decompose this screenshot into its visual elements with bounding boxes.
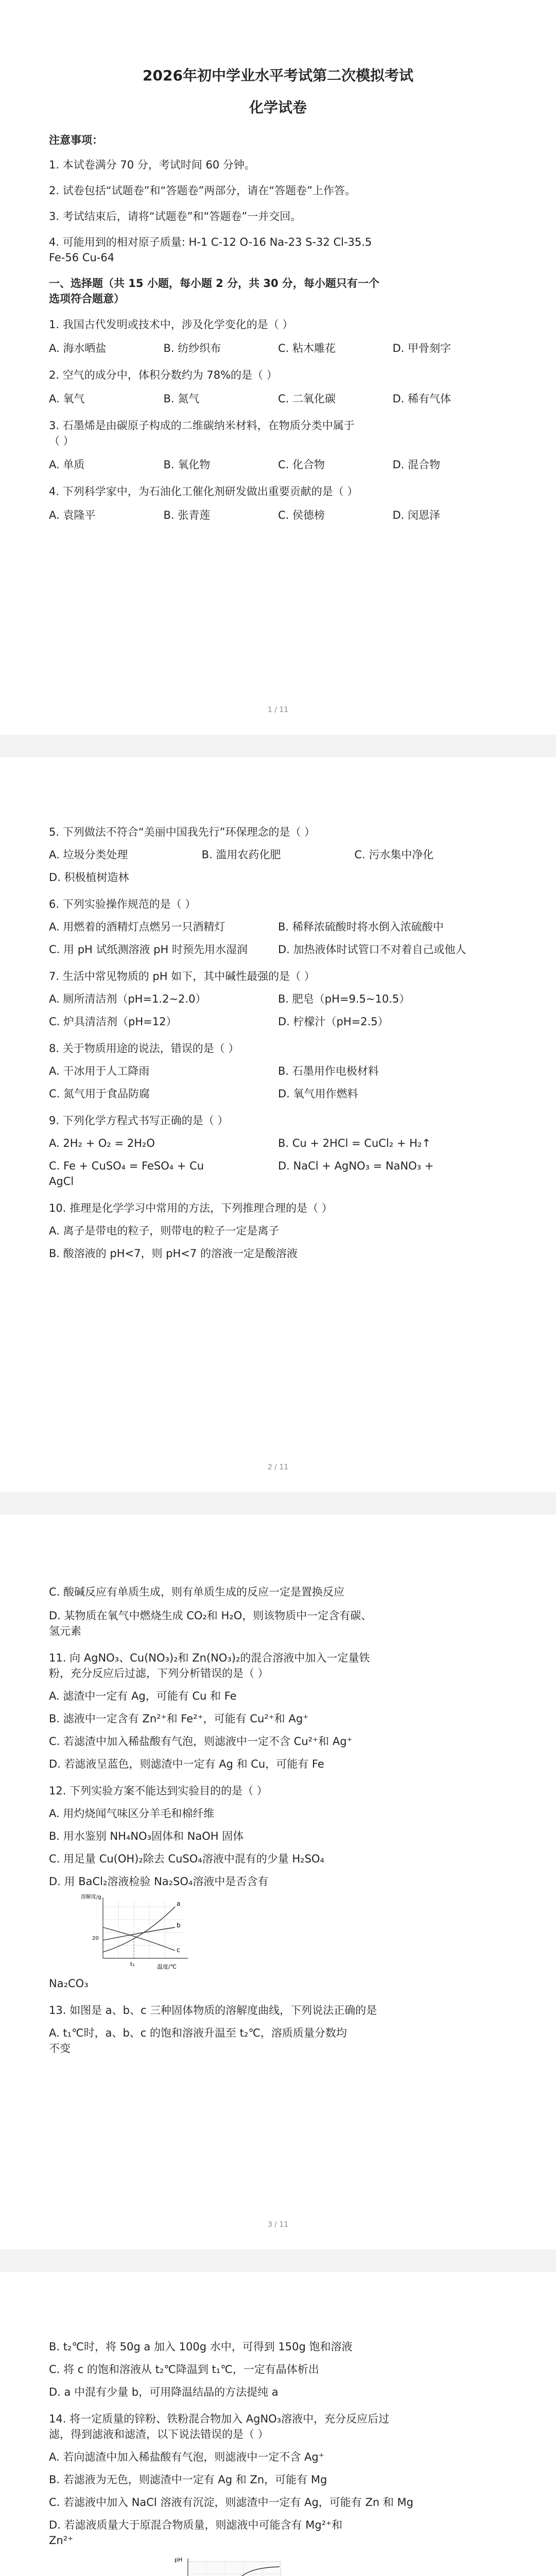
option-b: B. 稀释浓硫酸时将水倒入浓硫酸中 [278,921,444,933]
question-6: 6. 下列实验操作规范的是（ ） [49,898,196,910]
option-b: B. Cu + 2HCl = CuCl₂ + H₂↑ [278,1137,431,1149]
curve-c [103,1927,175,1951]
option-d: D. 闵恩泽 [392,509,441,521]
notice-item-2: 2. 试卷包括“试题卷”和“答题卷”两部分，请在“答题卷”上作答。 [49,184,356,197]
question-10-option-b: B. 酸溶液的 pH<7，则 pH<7 的溶液一定是酸溶液 [49,1247,298,1260]
question-10-option-d-cont: 氢元素 [49,1625,81,1637]
question-13: 13. 如图是 a、b、c 三种固体物质的溶解度曲线，下列说法正确的是 [49,2004,377,2016]
option-a: A. 用燃着的酒精灯点燃另一只酒精灯 [49,921,225,933]
question-12-option-c: C. 用足量 Cu(OH)₂除去 CuSO₄溶液中混有的少量 H₂SO₄ [49,1853,324,1865]
question-14-cont: 滤，得到滤液和滤渣，以下说法错误的是（ ） [49,2428,269,2441]
question-10-option-c: C. 酸碱反应有单质生成，则有单质生成的反应一定是置换反应 [49,1586,345,1598]
label-a: a [177,1900,181,1907]
option-c: C. 用 pH 试纸测溶液 pH 时预先用水湿润 [49,943,248,956]
question-13-option-c: C. 将 c 的饱和溶液从 t₂℃降温到 t₁℃，一定有晶体析出 [49,2363,319,2376]
page-number: 2 / 11 [267,1463,289,1471]
question-12: 12. 下列实验方案不能达到实验目的的是（ ） [49,1785,268,1797]
question-12-option-d-cont: Na₂CO₃ [49,1977,89,1990]
ph-y-label: pH [175,2556,183,2563]
option-d: D. 混合物 [392,459,441,471]
tick-20: 20 [92,1936,99,1941]
solubility-curve-figure [80,1891,198,1974]
question-8-options-ab [49,1063,507,1079]
exam-page-1 [0,0,556,735]
question-9: 9. 下列化学方程式书写正确的是（ ） [49,1114,229,1127]
option-a: A. 干冰用于人工降雨 [49,1065,150,1077]
option-d: D. NaCl + AgNO₃ = NaNO₃ + [278,1160,434,1172]
question-14-option-a: A. 若向滤渣中加入稀盐酸有气泡，则滤液中一定不含 Ag⁺ [49,2451,324,2463]
option-a: A. 垃圾分类处理 [49,849,128,861]
solubility-curve-svg [80,1891,198,1974]
question-5-options [49,847,507,862]
option-b: B. 肥皂（pH=9.5~10.5） [278,993,410,1005]
question-14-option-d-cont: Zn²⁺ [49,2534,74,2547]
question-11-option-a: A. 滤渣中一定有 Ag，可能有 Cu 和 Fe [49,1690,237,1702]
question-5-option-d: D. 积极植树造林 [49,871,129,884]
option-c: C. 化合物 [278,459,325,471]
question-12-option-a: A. 用灼烧闻气味区分羊毛和棉纤维 [49,1807,215,1820]
page-number: 3 / 11 [267,2221,289,2229]
option-d: D. 加热液体时试管口不对着自己或他人 [278,943,466,956]
option-d: D. 氧气用作燃料 [278,1088,358,1100]
x-axis-label: 温度/℃ [157,1963,177,1970]
question-13-option-d: D. a 中混有少量 b，可用降温结晶的方法提纯 a [49,2386,279,2398]
notice-item-3: 3. 考试结束后，请将“试题卷”和“答题卷”一并交回。 [49,210,302,223]
option-c: C. 污水集中净化 [354,849,434,861]
y-axis-label: 溶解度/g [81,1894,101,1900]
question-9-options-ab [49,1136,507,1151]
question-10-option-a: A. 离子是带电的粒子，则带电的粒子一定是离子 [49,1225,280,1237]
question-14: 14. 将一定质量的锌粉、铁粉混合物加入 AgNO₃溶液中，充分反应后过 [49,2413,390,2425]
option-a: A. 海水晒盐 [49,342,107,354]
option-b: B. 滥用农药化肥 [201,849,281,861]
ph-curve-svg [167,2551,291,2576]
question-11-cont: 粉，充分反应后过滤，下列分析错误的是（ ） [49,1667,269,1680]
gridlines [103,1902,183,1958]
question-11-option-b: B. 滤液中一定含有 Zn²⁺和 Fe²⁺，可能有 Cu²⁺和 Ag⁺ [49,1713,309,1725]
question-13-option-a-cont: 不变 [49,2042,71,2055]
question-11-option-c: C. 若滤渣中加入稀盐酸有气泡，则滤液中一定不含 Cu²⁺和 Ag⁺ [49,1735,353,1748]
ph-curve-figure [167,2551,291,2576]
question-6-options-cd [49,942,507,957]
option-c: C. 粘木雕花 [278,342,336,354]
notice-item-4: 4. 可能用到的相对原子质量: H-1 C-12 O-16 Na-23 S-32 Cl-35.5 [49,236,372,248]
exam-page-2 [0,757,556,1492]
notice-item-1: 1. 本试卷满分 70 分，考试时间 60 分钟。 [49,159,255,171]
option-b: B. 张青莲 [163,509,211,521]
notice-label: 注意事项： [49,134,103,146]
exam-subject: 化学试卷 [249,99,307,116]
option-c: C. 侯德榜 [278,509,325,521]
notice-item-4-cont: Fe-56 Cu-64 [49,251,115,264]
question-4: 4. 下列科学家中，为石油化工催化剂研发做出重要贡献的是（ ） [49,485,358,498]
option-c: C. 二氧化碳 [278,393,336,405]
question-11-option-d: D. 若滤液呈蓝色，则滤渣中一定有 Ag 和 Cu，可能有 Fe [49,1758,324,1770]
option-d: D. 甲骨刻字 [392,342,451,354]
question-12-option-d: D. 用 BaCl₂溶液检验 Na₂SO₄溶液中是否含有 [49,1875,269,1888]
option-b: B. 氧化物 [163,459,211,471]
question-4-options [49,507,507,523]
exam-page-3 [0,1515,556,2249]
question-2-options [49,391,507,406]
question-8: 8. 关于物质用途的说法，错误的是（ ） [49,1042,239,1055]
question-8-options-cd [49,1086,507,1101]
question-9-option-d-cont: AgCl [49,1175,74,1188]
question-2: 2. 空气的成分中，体积分数约为 78%的是（ ） [49,369,277,381]
option-a: A. 氧气 [49,393,85,405]
question-14-option-b: B. 若滤液为无色，则滤渣中一定有 Ag 和 Zn，可能有 Mg [49,2473,327,2486]
question-5: 5. 下列做法不符合“美丽中国我先行”环保理念的是（ ） [49,826,316,838]
label-c: c [177,1946,180,1954]
question-7: 7. 生活中常见物质的 pH 如下，其中碱性最强的是（ ） [49,970,315,982]
question-14-option-c: C. 若滤液中加入 NaCl 溶液有沉淀，则滤渣中一定有 Ag，可能有 Zn 和 Mg [49,2496,413,2509]
option-c: C. 氮气用于食品防腐 [49,1088,150,1100]
question-3-options [49,457,507,472]
question-3-cont: （ ） [49,435,74,447]
page-number: 1 / 11 [267,706,289,714]
question-14-option-d: D. 若滤液质量大于原混合物质量，则滤液中可能含有 Mg²⁺和 [49,2519,343,2531]
tick-t1: t₁ [130,1961,135,1968]
question-3: 3. 石墨烯是由碳原子构成的二维碳纳米材料，在物质分类中属于 [49,419,355,432]
option-b: B. 纺纱织布 [163,342,221,354]
option-d: D. 稀有气体 [392,393,451,405]
option-b: B. 石墨用作电极材料 [278,1065,379,1077]
option-c: C. Fe + CuSO₄ = FeSO₄ + Cu [49,1160,204,1172]
option-a: A. 袁隆平 [49,509,96,521]
option-c: C. 炉具清洁剂（pH=12） [49,1015,177,1028]
option-a: A. 2H₂ + O₂ = 2H₂O [49,1137,155,1149]
question-13-option-b: B. t₂℃时，将 50g a 加入 100g 水中，可得到 150g 饱和溶液 [49,2341,353,2353]
question-7-options-cd [49,1014,507,1029]
section1-heading-cont: 选项符合题意） [49,293,125,305]
question-11: 11. 向 AgNO₃、Cu(NO₃)₂和 Zn(NO₃)₂的混合溶液中加入一定量铁 [49,1652,370,1664]
option-a: A. 厕所清洁剂（pH=1.2~2.0） [49,993,206,1005]
question-12-option-b: B. 用水鉴别 NH₄NO₃固体和 NaOH 固体 [49,1830,244,1842]
label-b: b [177,1922,181,1929]
question-13-option-a: A. t₁℃时，a、b、c 的饱和溶液升温至 t₂℃，溶质质量分数均 [49,2027,347,2039]
question-1-options [49,341,507,356]
exam-title: 2026年初中学业水平考试第二次模拟考试 [143,67,413,84]
option-a: A. 单质 [49,459,85,471]
question-6-options-ab [49,919,507,935]
option-b: B. 氮气 [163,393,200,405]
exam-page-4 [0,2272,556,2576]
question-9-options-cd [49,1158,507,1174]
section1-heading: 一、选择题（共 15 小题，每小题 2 分，共 30 分，每小题只有一个 [49,277,379,290]
option-d: D. 柠檬汁（pH=2.5） [278,1015,389,1028]
question-1: 1. 我国古代发明或技术中，涉及化学变化的是（ ） [49,318,293,331]
question-10: 10. 推理是化学学习中常用的方法，下列推理合理的是（ ） [49,1202,333,1214]
question-7-options-ab [49,991,507,1007]
curve-b [103,1927,175,1940]
question-10-option-d: D. 某物质在氧气中燃烧生成 CO₂和 H₂O，则该物质中一定含有碳、 [49,1609,372,1622]
